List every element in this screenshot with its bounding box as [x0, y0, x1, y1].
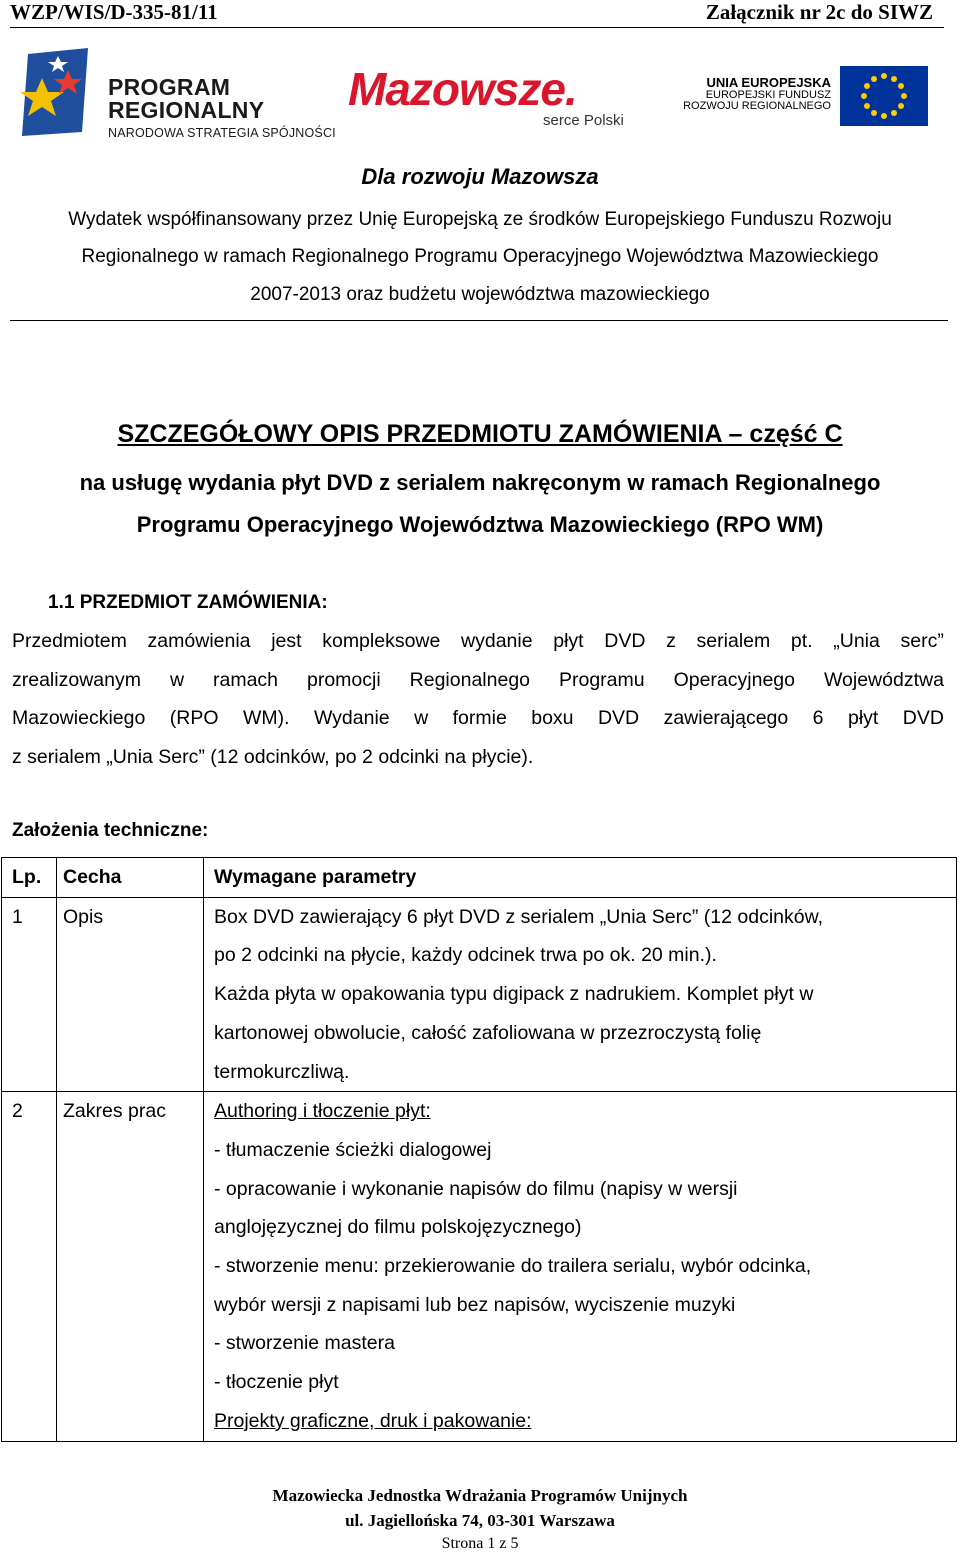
paragraph-word: formie — [452, 707, 507, 730]
paragraph-word: Mazowieckiego — [12, 707, 146, 730]
row-parameters — [204, 897, 957, 1092]
paragraph-word: Operacyjnego — [673, 668, 795, 691]
document-subtitle-line-2: Programu Operacyjnego Województwa Mazowieckiego (RPO WM) — [136, 512, 824, 537]
paragraph-word: wydanie — [461, 630, 533, 652]
mazowsze-tagline: serce Polski — [543, 112, 624, 129]
paragraph-word: Regionalnego — [409, 668, 531, 691]
eu-fund-line1: EUROPEJSKI FUNDUSZ — [705, 88, 831, 101]
footer-institution: Mazowiecka Jednostka Wdrażania Programów Unijnych — [272, 1486, 688, 1505]
paragraph-word: 6 — [812, 707, 824, 730]
table-row — [2, 1092, 957, 1441]
eu-logo-text — [681, 76, 831, 113]
program-regionalny-logo-icon — [18, 48, 102, 138]
parameter-line: - stworzenie menu: przekierowanie do trailera serialu, wybór odcinka, — [214, 1255, 812, 1278]
paragraph-word: (RPO — [169, 707, 219, 730]
paragraph-line — [12, 661, 944, 700]
document-subtitle-line-1: na usługę wydania płyt DVD z serialem nakręconym w ramach Regionalnego — [79, 470, 881, 495]
paragraph-word: serc” — [900, 630, 944, 652]
specification-table — [1, 857, 957, 1442]
logo-text-strategia: NARODOWA STRATEGIA SPÓJNOŚCI — [108, 126, 336, 140]
paragraph-word: z — [666, 630, 676, 652]
parameter-line: anglojęzycznej do filmu polskojęzycznego) — [214, 1216, 582, 1239]
paragraph-word: DVD — [902, 707, 944, 730]
parameter-line: - tłumaczenie ścieżki dialogowej — [214, 1138, 492, 1161]
header-parameters: Wymagane parametry — [204, 858, 957, 898]
paragraph-word: zrealizowanym — [12, 668, 141, 691]
paragraph-word: pt. — [790, 630, 813, 652]
parameter-line: - opracowanie i wykonanie napisów do filmu (napisy w wersji — [214, 1177, 738, 1200]
header-lp: Lp. — [2, 858, 57, 898]
eu-flag-icon — [840, 66, 928, 126]
paragraph-word: DVD — [604, 630, 646, 652]
paragraph-word: „Unia — [833, 630, 880, 652]
parameter-line: po 2 odcinki na płycie, każdy odcinek trwa po ok. 20 min.). — [214, 944, 717, 967]
header-feature: Cecha — [57, 858, 204, 898]
row-parameters — [204, 1092, 957, 1441]
paragraph-word: Województwa — [823, 668, 944, 691]
footer-address: ul. Jagiellońska 74, 03-301 Warszawa — [345, 1511, 615, 1530]
parameter-subheading: Authoring i tłoczenie płyt: — [214, 1100, 431, 1123]
row-feature: Opis — [57, 897, 204, 1092]
mazowsze-logo-text: Mazowsze. — [348, 63, 577, 115]
parameter-line: - tłoczenie płyt — [214, 1371, 339, 1394]
section-heading: 1.1 PRZEDMIOT ZAMÓWIENIA: — [48, 592, 328, 613]
paragraph-word: Programu — [558, 668, 645, 691]
row-number: 1 — [2, 897, 57, 1092]
paragraph-word: Przedmiotem — [12, 630, 127, 652]
paragraph-word: płyt — [553, 630, 584, 652]
program-regionalny-text — [108, 76, 336, 140]
paragraph-line — [12, 622, 944, 661]
paragraph-word: DVD — [597, 707, 640, 730]
cofinancing-line-3: 2007-2013 oraz budżetu województwa mazowieckiego — [250, 284, 710, 305]
attachment-label: Załącznik nr 2c do SIWZ — [705, 0, 933, 24]
paragraph-line — [12, 699, 944, 738]
eu-fund-line2: ROZWOJU REGIONALNEGO — [683, 100, 831, 113]
section-paragraph — [12, 622, 944, 777]
paragraph-word: boxu — [531, 707, 574, 730]
header-divider — [10, 27, 944, 28]
cofinancing-divider — [10, 320, 948, 321]
parameter-subheading: Projekty graficzne, druk i pakowanie: — [214, 1409, 532, 1432]
paragraph-word: promocji — [307, 668, 381, 691]
table-header-row — [2, 858, 957, 898]
motto: Dla rozwoju Mazowsza — [361, 164, 599, 189]
assumptions-heading: Założenia techniczne: — [12, 820, 209, 841]
parameter-line: wybór wersji z napisami lub bez napisów, wyciszenie muzyki — [214, 1293, 736, 1316]
parameter-line: Box DVD zawierający 6 płyt DVD z serialem „Unia Serc” (12 odcinków, — [214, 905, 824, 928]
cofinancing-line-1: Wydatek współfinansowany przez Unię Europejską ze środków Europejskiego Funduszu Rozwoju — [68, 209, 892, 230]
row-feature: Zakres prac — [57, 1092, 204, 1441]
paragraph-word: ramach — [213, 668, 279, 691]
logo-text-regionalny: REGIONALNY — [108, 97, 265, 123]
table-row — [2, 897, 957, 1092]
document-reference: WZP/WIS/D-335-81/11 — [10, 0, 218, 24]
paragraph-word: Wydanie — [313, 707, 390, 730]
logo-text-program: PROGRAM — [108, 74, 231, 100]
page-number: Strona 1 z 5 — [441, 1535, 519, 1552]
paragraph-word: kompleksowe — [322, 630, 441, 652]
parameter-line: termokurczliwą. — [214, 1060, 350, 1083]
parameter-line: Każda płyta w opakowania typu digipack z nadrukiem. Komplet płyt w — [214, 983, 814, 1006]
paragraph-word: jest — [271, 630, 302, 652]
paragraph-word: zawierającego — [663, 707, 789, 730]
parameter-line: kartonowej obwolucie, całość zafoliowana w przezroczystą folię — [214, 1021, 762, 1044]
parameter-line: - stworzenie mastera — [214, 1332, 395, 1355]
paragraph-word: serialem — [696, 630, 771, 652]
document-title: SZCZEGÓŁOWY OPIS PRZEDMIOTU ZAMÓWIENIA – część C — [117, 420, 843, 448]
paragraph-word: w — [169, 668, 185, 691]
paragraph-word: płyt — [847, 707, 879, 730]
row-number: 2 — [2, 1092, 57, 1441]
eu-title: UNIA EUROPEJSKA — [706, 75, 831, 90]
paragraph-line: z serialem „Unia Serc” (12 odcinków, po 2 odcinki na płycie). — [12, 746, 534, 769]
paragraph-word: w — [414, 707, 429, 730]
logo-band — [18, 44, 938, 150]
cofinancing-line-2: Regionalnego w ramach Regionalnego Programu Operacyjnego Województwa Mazowieckiego — [81, 246, 879, 267]
paragraph-word: zamówienia — [147, 630, 251, 652]
paragraph-word: WM). — [242, 707, 290, 730]
